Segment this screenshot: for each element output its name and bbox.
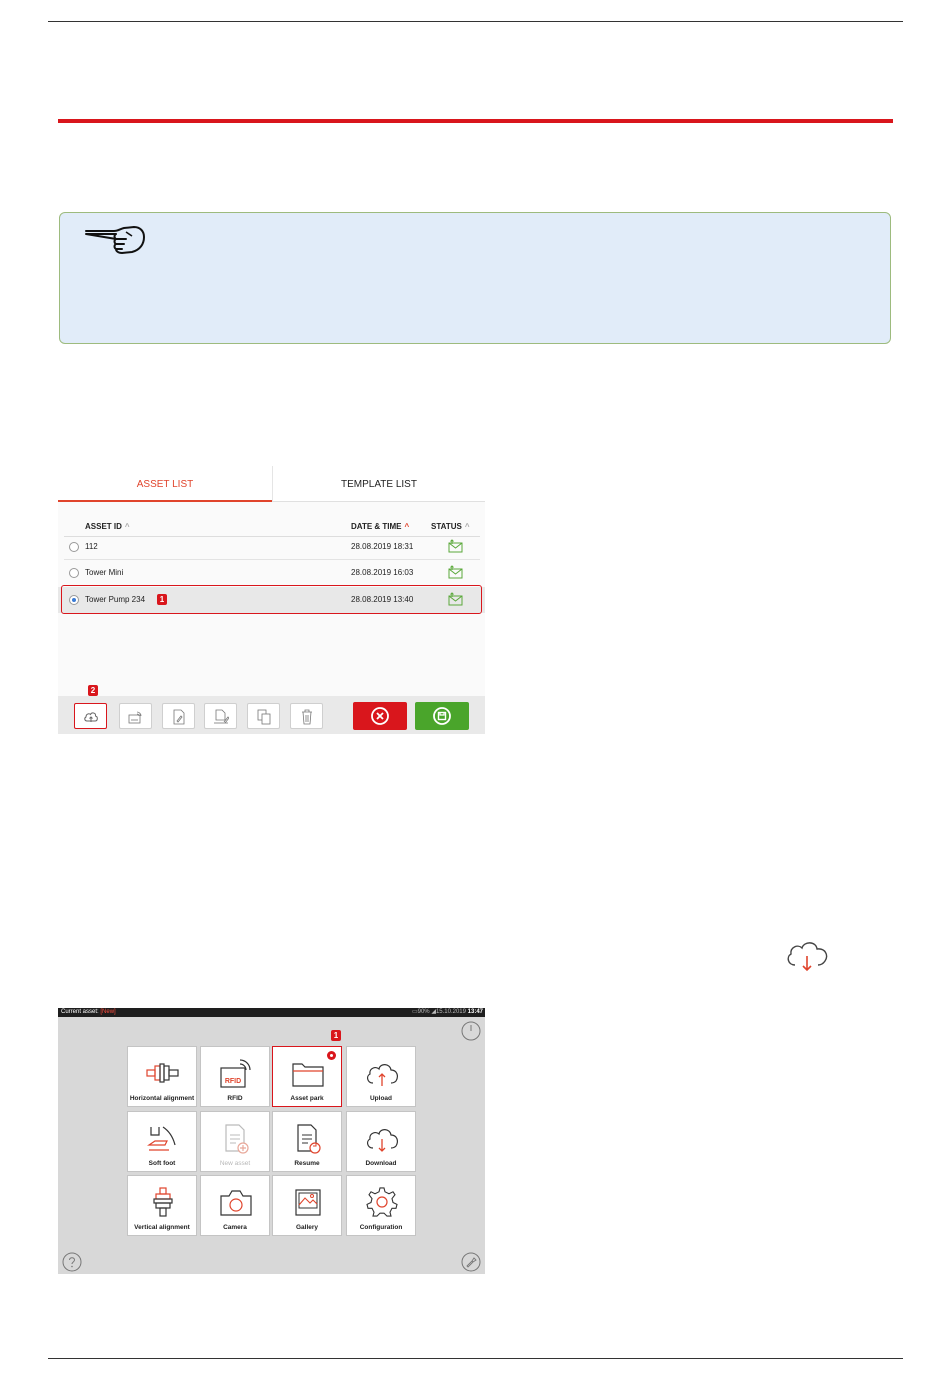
- cloud-download-icon: [784, 938, 830, 972]
- asset-id-cell: Tower Pump 234: [85, 595, 146, 604]
- date-time-cell: 28.08.2019 16:03: [351, 568, 414, 577]
- vertical-alignment-icon: [145, 1187, 181, 1219]
- gallery-icon: [290, 1187, 326, 1219]
- signal-icon: ◢: [431, 1009, 436, 1015]
- tile-label: Configuration: [359, 1224, 403, 1231]
- tile-asset-park[interactable]: [272, 1046, 342, 1107]
- horizontal-alignment-icon: [145, 1058, 181, 1090]
- tile-label: Vertical alignment: [134, 1224, 190, 1231]
- copy-button[interactable]: [247, 703, 280, 729]
- tile-vertical-alignment[interactable]: [127, 1175, 197, 1236]
- callout-badge: 2: [88, 685, 98, 696]
- current-asset-value: [New]: [100, 1009, 116, 1015]
- rfid-button[interactable]: [119, 703, 152, 729]
- battery-level: 90%: [417, 1009, 430, 1015]
- svg-text:RFID: RFID: [224, 1078, 242, 1085]
- edit-document-icon: [171, 709, 187, 725]
- status-synced-icon: [448, 565, 463, 579]
- status-time: 13:47: [467, 1009, 483, 1015]
- status-date: 15.10.2019: [435, 1009, 466, 1015]
- tile-label: Download: [365, 1160, 397, 1167]
- tab-bar: [58, 466, 485, 502]
- table-row[interactable]: [58, 534, 485, 560]
- notification-dot: [327, 1051, 336, 1060]
- current-asset: [61, 1008, 116, 1017]
- selection-highlight: [61, 585, 482, 614]
- cloud-upload-icon: [364, 1058, 400, 1090]
- row-radio[interactable]: [69, 568, 79, 578]
- cancel-button[interactable]: [353, 702, 407, 730]
- status-info: [412, 1008, 483, 1017]
- edit-button[interactable]: [162, 703, 195, 729]
- note-box: [59, 212, 891, 344]
- gear-icon: [364, 1187, 400, 1219]
- flashlight-icon[interactable]: [461, 1252, 481, 1272]
- rfid-icon: [218, 1058, 254, 1090]
- pointing-hand-icon: [84, 222, 146, 256]
- toolbar: [58, 696, 485, 734]
- soft-foot-icon: [145, 1123, 181, 1155]
- save-button[interactable]: [415, 702, 469, 730]
- tile-rfid[interactable]: [200, 1046, 270, 1107]
- rename-icon: [213, 709, 229, 725]
- table-row[interactable]: [58, 560, 485, 586]
- tile-camera[interactable]: [200, 1175, 270, 1236]
- camera-icon: [218, 1187, 254, 1219]
- tile-resume[interactable]: [272, 1111, 342, 1172]
- tile-label: Resume: [294, 1160, 320, 1167]
- column-header-status[interactable]: [431, 522, 469, 531]
- tile-upload[interactable]: [346, 1046, 416, 1107]
- cancel-icon: [370, 706, 390, 726]
- tile-label: Upload: [369, 1095, 393, 1102]
- footer-rule: [48, 1358, 903, 1359]
- help-icon[interactable]: [62, 1252, 82, 1272]
- new-document-icon: [218, 1123, 254, 1155]
- tile-label: Gallery: [295, 1224, 319, 1231]
- trash-icon: [299, 709, 315, 725]
- rename-button[interactable]: [204, 703, 237, 729]
- header-rule: [48, 21, 903, 22]
- tile-label: RFID: [227, 1095, 243, 1102]
- callout-badge: 1: [331, 1030, 341, 1041]
- tile-download[interactable]: [346, 1111, 416, 1172]
- sort-up-icon: ^: [464, 522, 470, 531]
- column-header-asset-id[interactable]: [85, 522, 130, 531]
- column-header-label: STATUS: [431, 522, 462, 531]
- tile-label: Camera: [223, 1224, 247, 1231]
- save-icon: [432, 706, 452, 726]
- row-radio[interactable]: [69, 542, 79, 552]
- callout-badge: 1: [157, 594, 167, 605]
- asset-id-cell: Tower Mini: [85, 568, 124, 577]
- folder-icon: [290, 1058, 326, 1090]
- tile-new-asset[interactable]: [200, 1111, 270, 1172]
- asset-list-screenshot: [58, 466, 485, 734]
- upload-button[interactable]: [74, 703, 107, 729]
- column-header-label: ASSET ID: [85, 522, 122, 531]
- status-synced-icon: [448, 539, 463, 553]
- sort-up-icon: ^: [124, 522, 130, 531]
- column-header-label: DATE & TIME: [351, 522, 402, 531]
- date-time-cell: 28.08.2019 13:40: [351, 595, 414, 604]
- sort-up-icon: ^: [404, 522, 410, 531]
- tile-gallery[interactable]: [272, 1175, 342, 1236]
- resume-document-icon: [290, 1123, 326, 1155]
- asset-id-cell: 112: [85, 542, 98, 551]
- copy-icon: [256, 709, 272, 725]
- power-icon[interactable]: [461, 1021, 481, 1041]
- tile-soft-foot[interactable]: [127, 1111, 197, 1172]
- tab-asset-list[interactable]: ASSET LIST: [58, 466, 272, 502]
- cloud-upload-icon: [83, 709, 99, 725]
- tile-label: Horizontal alignment: [129, 1095, 195, 1102]
- status-bar: [58, 1008, 485, 1017]
- tile-label: Asset park: [290, 1095, 324, 1102]
- tile-configuration[interactable]: [346, 1175, 416, 1236]
- delete-button[interactable]: [290, 703, 323, 729]
- rfid-icon: [128, 709, 144, 725]
- tab-template-list[interactable]: TEMPLATE LIST: [272, 466, 485, 502]
- section-title-rule: [58, 119, 893, 123]
- battery-icon: ▭: [411, 1009, 418, 1015]
- tile-horizontal-alignment[interactable]: [127, 1046, 197, 1107]
- current-asset-label: Current asset:: [61, 1009, 99, 1015]
- column-header-date-time[interactable]: [351, 522, 409, 531]
- tile-label: New asset: [219, 1160, 251, 1167]
- tile-label: Soft foot: [148, 1160, 176, 1167]
- cloud-download-icon: [364, 1123, 400, 1155]
- date-time-cell: 28.08.2019 18:31: [351, 542, 414, 551]
- home-screen-screenshot: [58, 1008, 485, 1274]
